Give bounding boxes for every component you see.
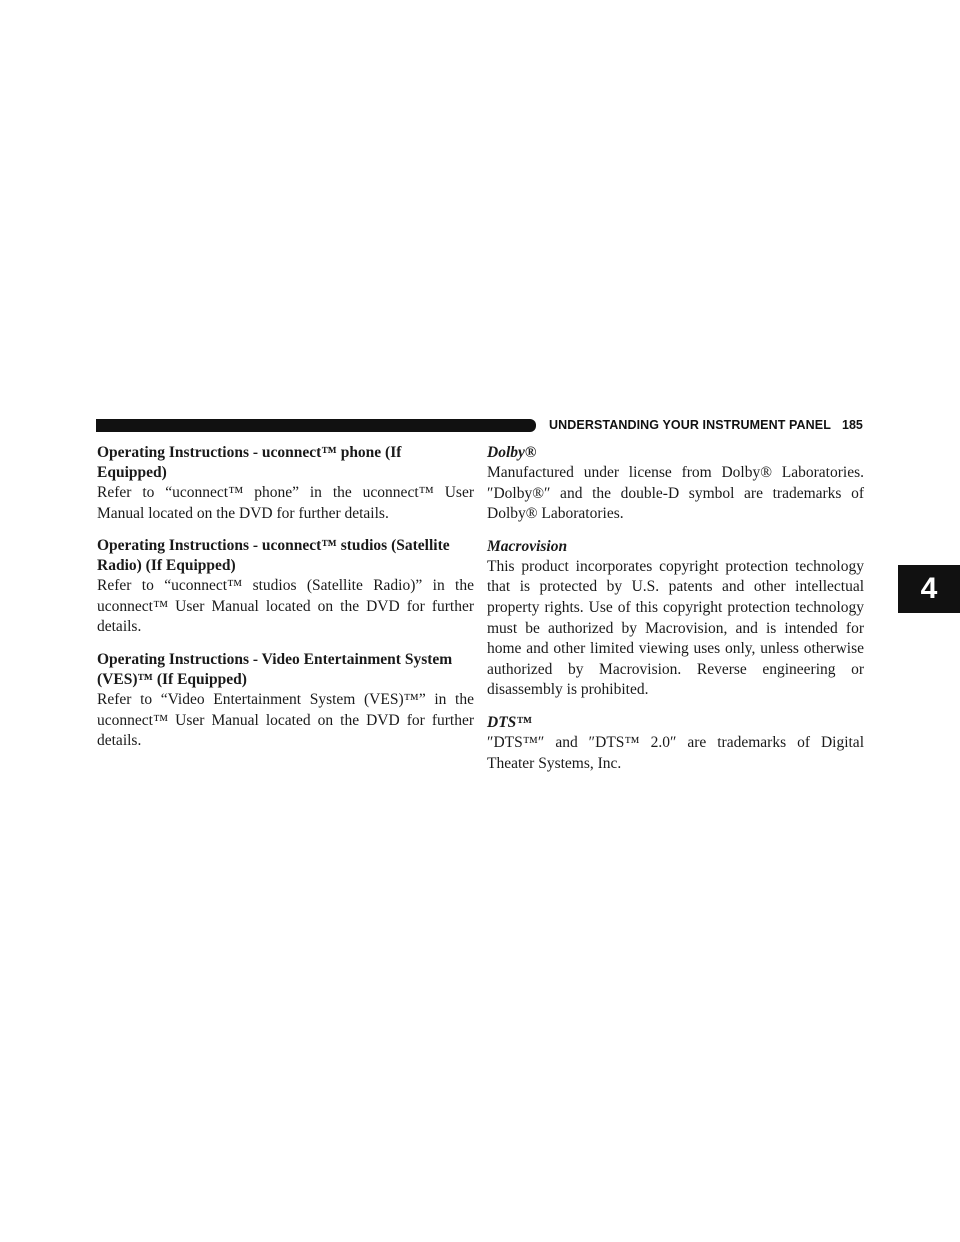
right-column	[487, 443, 864, 786]
section-heading: Operating Instructions - uconnect™ phone (If Equipped)	[97, 444, 402, 481]
section-heading: Dolby®	[487, 444, 537, 461]
page-number: 185	[842, 418, 863, 432]
section-dts	[487, 713, 864, 774]
section-heading: DTS™	[487, 713, 532, 731]
page-header-title: UNDERSTANDING YOUR INSTRUMENT PANEL	[549, 418, 831, 432]
section-uconnect-studios	[97, 536, 474, 638]
section-video-entertainment	[97, 650, 474, 752]
section-macrovision	[487, 537, 864, 701]
section-body: ″DTS™″ and ″DTS™ 2.0″ are trademarks of Digital Theater Systems, Inc.	[487, 733, 864, 772]
section-body: This product incorporates copyright protection technology that is protected by U.S. patents and other intellectual property rights. Use of this copyright protection technology must be authorized by Macrovision, and is intended for home and other limited viewing uses only, unless otherwise authorized by Macrovision. Reverse engineering or disassembly is prohibited.	[487, 557, 864, 699]
section-heading: Operating Instructions - uconnect™ studios (Satellite Radio) (If Equipped)	[97, 537, 450, 575]
section-heading: Macrovision	[487, 537, 568, 555]
section-dolby	[487, 443, 864, 525]
chapter-tab	[898, 565, 960, 613]
section-body: Manufactured under license from Dolby® Laboratories. ″Dolby®″ and the double-D symbol are trademarks of Dolby® Laboratories.	[487, 464, 864, 523]
section-body: Refer to “uconnect™ studios (Satellite Radio)” in the uconnect™ User Manual located on the DVD for further details.	[97, 577, 474, 636]
section-heading: Operating Instructions - Video Entertainment System (VES)™ (If Equipped)	[97, 650, 453, 688]
chapter-tab-label: 4	[920, 572, 938, 605]
section-body: Refer to “uconnect™ phone” in the uconnect™ User Manual located on the DVD for further details.	[97, 484, 474, 522]
section-body: Refer to “Video Entertainment System (VES)™” in the uconnect™ User Manual located on the DVD for further details.	[97, 690, 474, 750]
section-uconnect-phone	[97, 443, 474, 524]
header-bar	[96, 419, 536, 432]
left-column	[97, 443, 474, 764]
